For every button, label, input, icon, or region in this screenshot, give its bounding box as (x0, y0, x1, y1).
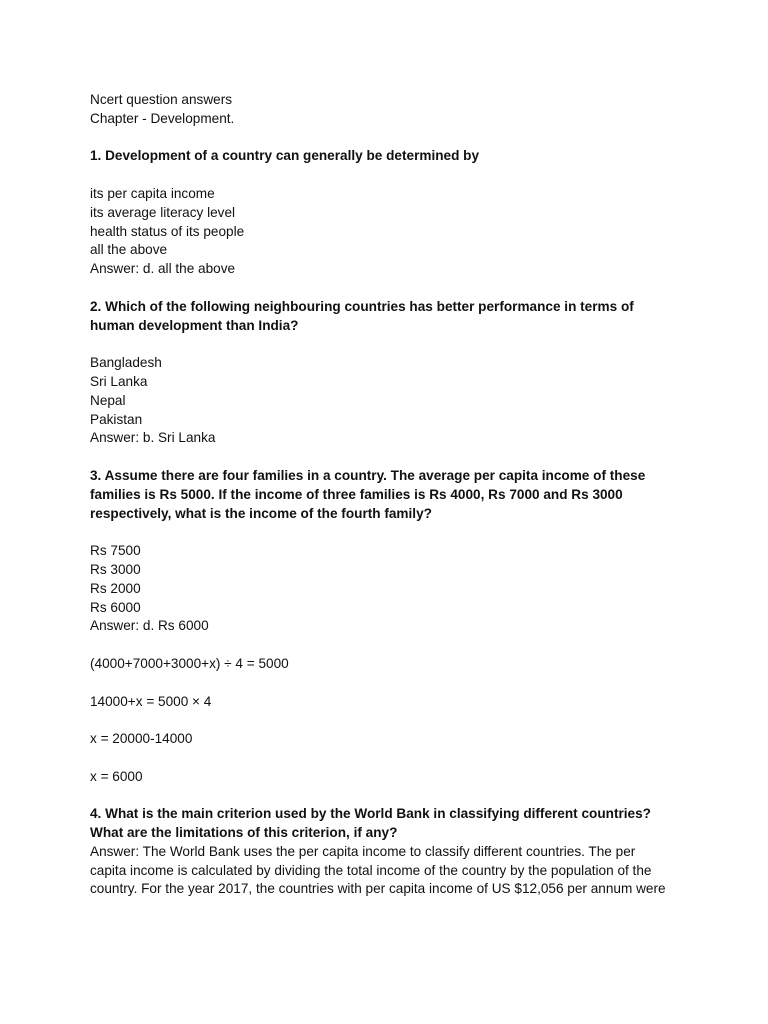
q3-option-c: Rs 2000 (90, 580, 141, 596)
q3-step-3: x = 20000-14000 (90, 731, 193, 747)
q3-option-b: Rs 3000 (90, 561, 141, 577)
q1-option-c: health status of its people (90, 223, 245, 239)
chapter-title: Chapter - Development. (90, 110, 235, 126)
question-2-line-2: human development than India? (90, 317, 299, 333)
question-4-line-2: What are the limitations of this criterion, if any? (90, 825, 398, 841)
q3-step-4: x = 6000 (90, 768, 143, 784)
question-1: 1. Development of a country can generally be determined by (90, 148, 480, 164)
question-2-line-1: 2. Which of the following neighbouring countries has better performance in terms of (90, 298, 634, 314)
q2-option-a: Bangladesh (90, 355, 162, 371)
q3-answer: Answer: d. Rs 6000 (90, 618, 209, 634)
question-3-line-2: families is Rs 5000. If the income of three families is Rs 4000, Rs 7000 and Rs 3000 (90, 486, 623, 502)
doc-title: Ncert question answers (90, 92, 233, 107)
q3-option-a: Rs 7500 (90, 543, 141, 559)
q4-answer-line-2: capita income is calculated by dividing the total income of the country by the population of the (90, 862, 652, 878)
q4-answer-line-1: Answer: The World Bank uses the per capita income to classify different countries. The per (90, 843, 636, 859)
q1-option-b: its average literacy level (90, 204, 236, 220)
q2-option-d: Pakistan (90, 411, 143, 427)
document-content (90, 91, 700, 899)
q2-option-b: Sri Lanka (90, 373, 148, 389)
question-4-line-1: 4. What is the main criterion used by the World Bank in classifying different countries? (90, 806, 651, 822)
q3-option-d: Rs 6000 (90, 599, 141, 615)
q1-answer: Answer: d. all the above (90, 261, 236, 277)
q3-step-2: 14000+x = 5000 × 4 (90, 693, 212, 709)
question-3-line-3: respectively, what is the income of the fourth family? (90, 505, 432, 521)
q3-step-1: (4000+7000+3000+x) ÷ 4 = 5000 (90, 655, 289, 671)
q2-option-c: Nepal (90, 392, 126, 408)
q1-option-a: its per capita income (90, 185, 215, 201)
question-3-line-1: 3. Assume there are four families in a country. The average per capita income of these (90, 467, 646, 483)
q2-answer: Answer: b. Sri Lanka (90, 430, 216, 446)
q4-answer-line-3: country. For the year 2017, the countries with per capita income of US $12,056 per annum were (90, 881, 666, 897)
q1-option-d: all the above (90, 242, 168, 258)
